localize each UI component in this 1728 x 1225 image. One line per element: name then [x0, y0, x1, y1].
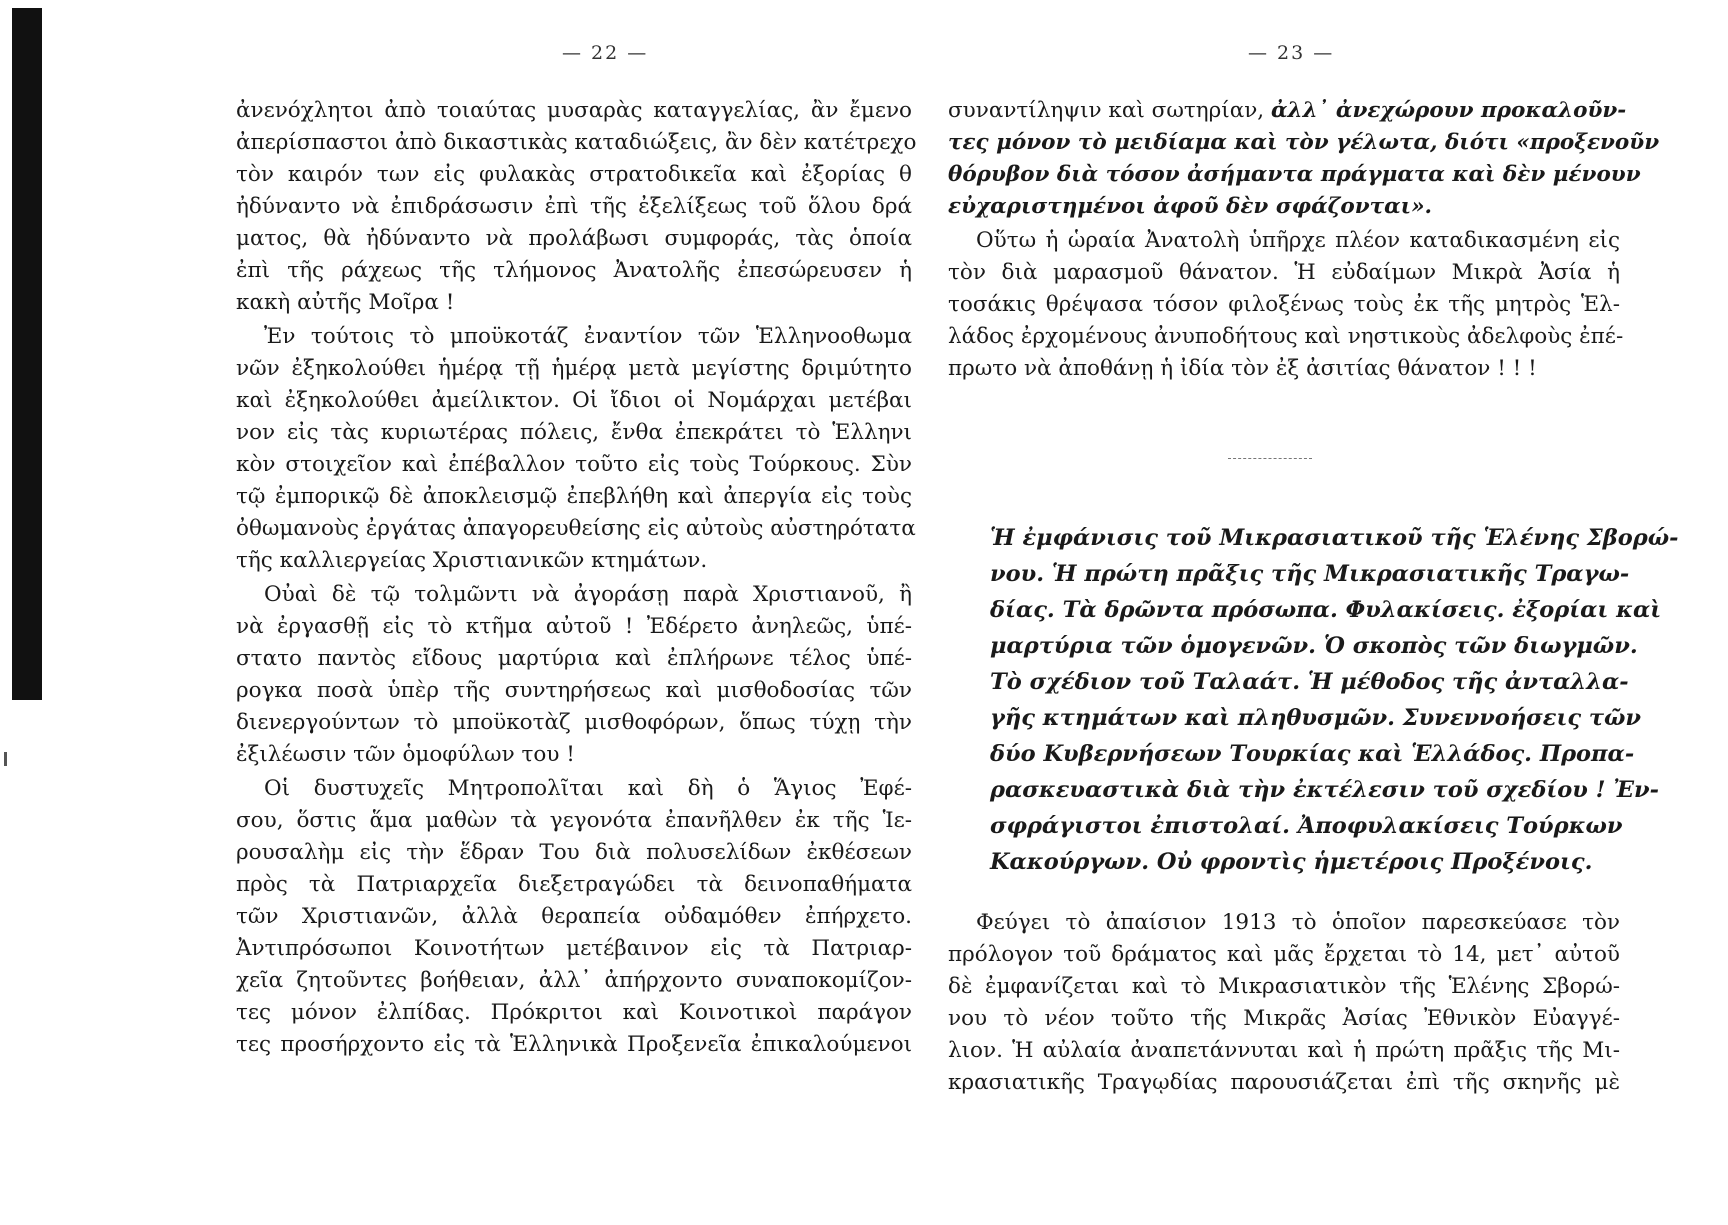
text-line: νὰ ἐργασθῇ εἰς τὸ κτῆμα αὐτοῦ ! Ἐδέρετο ἀνηλεῶς, ὑπέ-: [236, 614, 912, 639]
section-heading-line: γῆς κτημάτων καὶ πληθυσμῶν. Συνεννοήσεις τῶν: [990, 705, 1642, 731]
text-line: κρασιατικῆς Τραγῳδίας παρουσιάζεται ἐπὶ τῆς σκηνῆς μὲ: [948, 1070, 1620, 1095]
text-line: Ἀντιπρόσωποι Κοινοτήτων μετέβαινον εἰς τὰ Πατριαρ-: [236, 936, 912, 961]
section-heading-line: νου. Ἡ πρώτη πρᾶξις τῆς Μικρασιατικῆς Τραγω-: [990, 561, 1630, 587]
text-line: λιον. Ἡ αὐλαία ἀναπετάννυται καὶ ἡ πρώτη πρᾶξις τῆς Μι-: [948, 1038, 1620, 1063]
section-heading-line: δίας. Τὰ δρῶντα πρόσωπα. Φυλακίσεις. ἐξορίαι καὶ: [990, 597, 1662, 623]
text-line: πρὸς τὰ Πατριαρχεῖα διεξετραγώδει τὰ δεινοπαθήματα: [236, 872, 912, 897]
text-line: τες μόνον ἐλπίδας. Πρόκριτοι καὶ Κοινοτικοὶ παράγον: [236, 1000, 912, 1025]
bold-text-line: θόρυβον διὰ τόσον ἀσήμαντα πράγματα καὶ δὲν μένουν: [948, 162, 1641, 187]
section-heading-line: Ἡ ἐμφάνισις τοῦ Μικρασιατικοῦ τῆς Ἑλένης Σβορώ-: [990, 525, 1679, 551]
scan-edge-mark: [4, 752, 7, 766]
text-line: πρωτο νὰ ἀποθάνῃ ἡ ἰδία τὸν ἐξ ἀσιτίας θάνατον ! ! !: [948, 356, 1537, 381]
text-line: ἠδύναντο νὰ ἐπιδράσωσιν ἐπὶ τῆς ἐξελίξεως τοῦ ὅλου δρά: [236, 194, 912, 219]
text-line: νῶν ἐξηκολούθει ἡμέρᾳ τῇ ἡμέρᾳ μετὰ μεγίστης δριμύτητο: [236, 356, 912, 381]
text-line: χεῖα ζητοῦντες βοήθειαν, ἀλλ᾽ ἀπήρχοντο συναποκομίζον-: [236, 968, 912, 993]
section-heading-line: ρασκευαστικὰ διὰ τὴν ἐκτέλεσιν τοῦ σχεδίου ! Ἐν-: [990, 777, 1659, 803]
bold-text-line: εὐχαριστημένοι ἀφοῦ δὲν σφάζονται».: [948, 194, 1433, 219]
right-page-number: — 23 —: [1248, 42, 1335, 64]
text-line: τὸν καιρόν των εἰς φυλακὰς στρατοδικεῖα καὶ ἐξορίας θ: [236, 162, 912, 187]
text-line: λάδος ἐρχομένους ἀνυποδήτους καὶ νηστικοὺς ἀδελφοὺς ἐπέ-: [948, 324, 1624, 349]
text-span: συναντίληψιν καὶ σωτηρίαν,: [948, 98, 1271, 123]
section-divider: [1228, 458, 1312, 459]
text-line: πρόλογον τοῦ δράματος καὶ μᾶς ἔρχεται τὸ 14, μετ᾽ αὐτοῦ: [948, 942, 1620, 967]
text-line: σου, ὅστις ἅμα μαθὼν τὰ γεγονότα ἐπανῆλθεν ἐκ τῆς Ἱε-: [236, 808, 912, 833]
section-heading-line: Κακούργων. Οὐ φροντὶς ἡμετέροις Προξένοις.: [990, 849, 1593, 875]
text-line: στατο παντὸς εἴδους μαρτύρια καὶ ἐπλήρωνε τέλος ὑπέ-: [236, 646, 912, 671]
text-line: Οὕτω ἡ ὡραία Ἀνατολὴ ὑπῆρχε πλέον καταδικασμένη εἰς: [976, 228, 1620, 253]
text-line: ἐπὶ τῆς ράχεως τῆς τλήμονος Ἀνατολῆς ἐπεσώρευσεν ἡ: [236, 258, 912, 283]
text-line: Οὐαὶ δὲ τῷ τολμῶντι νὰ ἀγοράσῃ παρὰ Χριστιανοῦ, ἢ: [264, 582, 912, 607]
text-line: ὀθωμανοὺς ἐργάτας ἀπαγορευθείσης εἰς αὐτοὺς αὐστηρότατα: [236, 516, 916, 541]
text-line: ματος, θὰ ἠδύναντο νὰ προλάβωσι συμφοράς, τὰς ὁποία: [236, 226, 912, 251]
text-line: τῶν Χριστιανῶν, ἀλλὰ θεραπεία οὐδαμόθεν ἐπήρχετο.: [236, 904, 912, 929]
text-line: τὸν διὰ μαρασμοῦ θάνατον. Ἡ εὐδαίμων Μικρὰ Ἀσία ἡ: [948, 260, 1620, 285]
text-line: τῆς καλλιεργείας Χριστιανικῶν κτημάτων.: [236, 548, 708, 573]
section-heading-line: μαρτύρια τῶν ὁμογενῶν. Ὁ σκοπὸς τῶν διωγμῶν.: [990, 633, 1638, 659]
text-line: ἐξιλέωσιν τῶν ὁμοφύλων του !: [236, 742, 575, 767]
scan-edge-shadow: [12, 8, 42, 700]
text-line: Ἐν τούτοις τὸ μποϋκοτάζ ἐναντίον τῶν Ἑλληνοοθωμα: [264, 324, 912, 349]
text-line: τες προσήρχοντο εἰς τὰ Ἑλληνικὰ Προξενεῖα ἐπικαλούμενοι: [236, 1032, 912, 1057]
text-line: καὶ ἐξηκολούθει ἀμείλικτον. Οἱ ἴδιοι οἱ Νομάρχαι μετέβαι: [236, 388, 912, 413]
text-line: ρογκα ποσὰ ὑπὲρ τῆς συντηρήσεως καὶ μισθοδοσίας τῶν: [236, 678, 912, 703]
text-line: δὲ ἐμφανίζεται καὶ τὸ Μικρασιατικὸν τῆς Ἑλένης Σβορώ-: [948, 974, 1620, 999]
text-line: ἀπερίσπαστοι ἀπὸ δικαστικὰς καταδιώξεις, ἂν δὲν κατέτρεχο: [236, 130, 917, 155]
text-line: Οἱ δυστυχεῖς Μητροπολῖται καὶ δὴ ὁ Ἅγιος Ἐφέ-: [264, 776, 912, 801]
text-line: νου τὸ νέον τοῦτο τῆς Μικρᾶς Ἀσίας Ἐθνικὸν Εὐαγγέ-: [948, 1006, 1620, 1031]
section-heading-line: Τὸ σχέδιον τοῦ Ταλαάτ. Ἡ μέθοδος τῆς ἀνταλλα-: [990, 669, 1629, 695]
text-line-mixed: [948, 94, 1627, 128]
left-page-number: — 22 —: [562, 42, 649, 64]
right-page: [948, 0, 1679, 1225]
section-heading-line: δύο Κυβερνήσεων Τουρκίας καὶ Ἑλλάδος. Προπα-: [990, 741, 1635, 767]
left-page: [236, 0, 917, 1225]
text-line: τοσάκις θρέψασα τόσον φιλοξένως τοὺς ἐκ τῆς μητρὸς Ἑλ-: [948, 292, 1620, 317]
text-line: νον εἰς τὰς κυριωτέρας πόλεις, ἔνθα ἐπεκράτει τὸ Ἑλληνι: [236, 420, 912, 445]
text-line: ρουσαλὴμ εἰς τὴν ἕδραν Του διὰ πολυσελίδων ἐκθέσεων: [236, 840, 912, 865]
text-line: ἀνενόχλητοι ἀπὸ τοιαύτας μυσαρὰς καταγγελίας, ἂν ἔμενο: [236, 98, 912, 123]
bold-text-span: ἀλλ᾽ ἀνεχώρουν προκαλοῦν-: [1270, 98, 1627, 123]
text-line: τῷ ἐμπορικῷ δὲ ἀποκλεισμῷ ἐπεβλήθη καὶ ἀπεργία εἰς τοὺς: [236, 484, 912, 509]
text-line: κὸν στοιχεῖον καὶ ἐπέβαλλον τοῦτο εἰς τοὺς Τούρκους. Σὺν: [236, 452, 912, 477]
text-line: διενεργούντων τὸ μποϋκοτὰζ μισθοφόρων, ὅπως τύχῃ τὴν: [236, 710, 912, 735]
text-line: Φεύγει τὸ ἀπαίσιον 1913 τὸ ὁποῖον παρεσκεύασε τὸν: [976, 910, 1620, 935]
section-heading-line: σφράγιστοι ἐπιστολαί. Ἀποφυλακίσεις Τούρκων: [990, 813, 1623, 839]
text-line: κακὴ αὐτῆς Μοῖρα !: [236, 290, 455, 315]
bold-text-line: τες μόνον τὸ μειδίαμα καὶ τὸν γέλωτα, διότι «προξενοῦν: [948, 130, 1660, 155]
